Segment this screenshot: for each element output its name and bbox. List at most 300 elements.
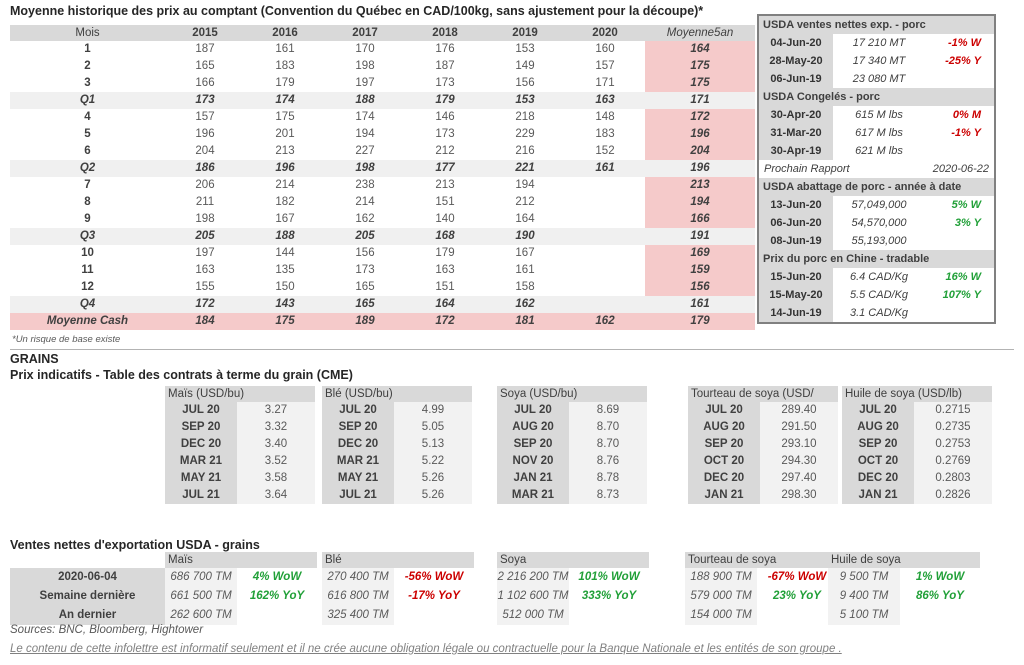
contract-month: OCT 20 [842, 453, 914, 470]
next-report-date: 2020-06-22 [932, 163, 989, 175]
price-table-header-row [10, 25, 755, 41]
price-cell: 173 [435, 128, 455, 140]
price-cell: 173 [355, 264, 375, 276]
export-volume: 616 800 TM [322, 587, 394, 606]
sidebar-next-report-row [759, 160, 994, 178]
sidebar-section-header: USDA ventes nettes exp. - porc [759, 16, 994, 34]
export-percent-change [237, 606, 317, 625]
column-header-2018: 2018 [432, 27, 458, 39]
export-percent-change: 4% WoW [252, 571, 302, 583]
price-row-5 [10, 126, 755, 143]
contract-price: 289.40 [760, 402, 838, 419]
export-volume: 262 600 TM [165, 606, 237, 625]
price-cell: 189 [355, 315, 375, 327]
futures-row [688, 436, 838, 453]
price-cell: 171 [595, 77, 615, 89]
sidebar-data-row [759, 232, 994, 250]
sidebar-percent-change: -1% Y [951, 127, 981, 139]
futures-row [842, 453, 992, 470]
export-row-label: An dernier [10, 606, 165, 625]
sidebar-date: 30-Apr-20 [759, 106, 833, 124]
price-cell: 186 [195, 162, 215, 174]
futures-row [688, 453, 838, 470]
base-risk-footnote: *Un risque de base existe [12, 334, 121, 345]
price-cell: 204 [195, 145, 215, 157]
futures-table-5 [842, 386, 992, 504]
contract-month: DEC 20 [688, 470, 760, 487]
price-cell: 182 [275, 196, 295, 208]
export-percent-change [394, 606, 474, 625]
sidebar-value: 17 340 MT [852, 55, 906, 67]
futures-row [842, 470, 992, 487]
price-cell: 174 [275, 94, 295, 106]
price-cell: 173 [435, 77, 455, 89]
price-cell: 153 [515, 43, 535, 55]
price-cell: 172 [435, 315, 455, 327]
price-cell-moyenne5an: 171 [690, 94, 710, 106]
price-cell: 176 [435, 43, 455, 55]
price-cell-moyenne5an: 213 [645, 177, 755, 194]
price-cell-moyenne5an: 196 [645, 126, 755, 143]
price-cell: 179 [275, 77, 295, 89]
price-cell: 212 [435, 145, 455, 157]
price-cell: 162 [355, 213, 375, 225]
contract-month: SEP 20 [497, 436, 569, 453]
sidebar-date: 04-Jun-20 [759, 34, 833, 52]
price-cell: 211 [195, 196, 215, 208]
price-row-label: 10 [81, 247, 94, 259]
column-header-mois: Mois [75, 27, 100, 39]
sidebar-section-header: Prix du porc en Chine - tradable [759, 250, 994, 268]
sidebar-date: 15-Jun-20 [759, 268, 833, 286]
price-cell: 238 [355, 179, 375, 191]
export-table-2 [322, 552, 474, 625]
contract-price: 5.05 [394, 419, 472, 436]
column-header-2020: 2020 [592, 27, 618, 39]
price-cell: 155 [195, 281, 215, 293]
futures-row [322, 419, 472, 436]
export-sales-title: Ventes nettes d'exportation USDA - grains [10, 538, 260, 552]
price-cell: 196 [275, 162, 295, 174]
price-row-label: 8 [84, 196, 91, 208]
price-cell: 196 [195, 128, 215, 140]
price-cell: 162 [515, 298, 535, 310]
contract-month: MAY 21 [165, 470, 237, 487]
price-cell: 161 [275, 43, 295, 55]
contract-price: 3.52 [237, 453, 315, 470]
price-cell [565, 228, 645, 245]
contract-month: OCT 20 [688, 453, 760, 470]
price-cell: 201 [275, 128, 295, 140]
export-commodity-header: Tourteau de soya [685, 552, 837, 568]
futures-row [497, 436, 647, 453]
futures-row [165, 453, 315, 470]
export-volume: 579 000 TM [685, 587, 757, 606]
price-row-label: Q1 [79, 94, 96, 106]
price-cell: 188 [355, 94, 375, 106]
futures-row [688, 419, 838, 436]
sidebar-percent-change [925, 304, 994, 322]
price-cell: 183 [595, 128, 615, 140]
grains-subtitle: Prix indicatifs - Table des contrats à terme du grain (CME) [10, 368, 353, 382]
contract-price: 0.2753 [914, 436, 992, 453]
sidebar-value: 621 M lbs [855, 145, 903, 157]
sidebar-data-row [759, 124, 994, 142]
price-cell: 190 [515, 230, 535, 242]
futures-row [688, 487, 838, 504]
price-cell [565, 262, 645, 279]
price-cell [565, 177, 645, 194]
export-percent-change: 23% YoY [773, 590, 821, 602]
contract-month: DEC 20 [842, 470, 914, 487]
sidebar-date: 06-Jun-19 [759, 70, 833, 88]
usda-sidebar-panel [757, 14, 996, 324]
sidebar-data-row [759, 106, 994, 124]
price-cell: 187 [435, 60, 455, 72]
price-cell: 152 [595, 145, 615, 157]
export-volume: 270 400 TM [322, 568, 394, 587]
sidebar-data-row [759, 142, 994, 160]
price-row-label: 6 [84, 145, 91, 157]
price-cell: 146 [435, 111, 455, 123]
contract-price: 291.50 [760, 419, 838, 436]
disclaimer-line: Le contenu de cette infolettre est informatif seulement et il ne crée aucune obligation légale ou contractuelle pour la Banque Nationale et les entités de son groupe . [10, 643, 842, 655]
price-row-label: 2 [84, 60, 91, 72]
price-cell: 144 [275, 247, 295, 259]
price-cell: 165 [355, 281, 375, 293]
price-row-1 [10, 41, 755, 58]
export-percent-change [757, 606, 837, 625]
price-cell: 174 [355, 111, 375, 123]
price-history-table [10, 25, 755, 330]
futures-row [842, 402, 992, 419]
contract-month: MAR 21 [322, 453, 394, 470]
price-cell: 179 [435, 247, 455, 259]
futures-table-header: Maïs (USD/bu) [165, 386, 315, 402]
futures-row [497, 470, 647, 487]
export-volume: 512 000 TM [497, 606, 569, 625]
price-row-6 [10, 143, 755, 160]
grains-section-title: GRAINS [10, 352, 59, 366]
export-volume: 1 102 600 TM [497, 587, 569, 606]
export-commodity-header: Huile de soya [828, 552, 980, 568]
contract-price: 294.30 [760, 453, 838, 470]
export-percent-change: 86% YoY [916, 590, 964, 602]
price-row-2 [10, 58, 755, 75]
sidebar-percent-change [925, 70, 994, 88]
futures-row [165, 436, 315, 453]
contract-price: 5.26 [394, 487, 472, 504]
price-cell: 164 [515, 213, 535, 225]
price-row-9 [10, 211, 755, 228]
page-title: Moyenne historique des prix au comptant (Convention du Québec en CAD/100kg, sans ajustement pour la découpe)* [10, 4, 704, 18]
export-row [685, 568, 837, 587]
export-row [497, 568, 649, 587]
price-cell-moyenne5an: 179 [690, 315, 710, 327]
contract-month: JAN 21 [842, 487, 914, 504]
futures-row [688, 470, 838, 487]
price-cell: 206 [195, 179, 215, 191]
contract-price: 8.70 [569, 436, 647, 453]
export-row [828, 606, 980, 625]
section-divider [10, 349, 1014, 350]
contract-month: JAN 21 [497, 470, 569, 487]
price-cell: 197 [195, 247, 215, 259]
futures-row [165, 470, 315, 487]
futures-row [842, 419, 992, 436]
price-cell: 184 [195, 315, 215, 327]
contract-month: MAR 21 [497, 487, 569, 504]
contract-price: 8.76 [569, 453, 647, 470]
price-cell: 160 [595, 43, 615, 55]
contract-price: 5.22 [394, 453, 472, 470]
price-row-3 [10, 75, 755, 92]
price-cell: 198 [355, 162, 375, 174]
export-commodity-header: Blé [322, 552, 474, 568]
price-row-label: Q4 [79, 298, 96, 310]
sidebar-date: 06-Jun-20 [759, 214, 833, 232]
sidebar-value: 17 210 MT [852, 37, 906, 49]
price-row-label: 1 [84, 43, 91, 55]
price-cell: 179 [435, 94, 455, 106]
price-cell: 150 [275, 281, 295, 293]
price-cell: 194 [515, 179, 535, 191]
price-cell-moyenne5an: 194 [645, 194, 755, 211]
export-row [322, 606, 474, 625]
sidebar-percent-change: 16% W [945, 271, 981, 283]
futures-row [165, 419, 315, 436]
export-row [828, 587, 980, 606]
contract-month: JUL 21 [322, 487, 394, 504]
contract-month: AUG 20 [842, 419, 914, 436]
column-header-2017: 2017 [352, 27, 378, 39]
price-cell: 153 [515, 94, 535, 106]
price-row-label: Q2 [79, 162, 96, 174]
contract-price: 0.2826 [914, 487, 992, 504]
price-cell [565, 211, 645, 228]
price-row-label: Moyenne Cash [46, 315, 129, 327]
contract-price: 3.27 [237, 402, 315, 419]
contract-month: MAR 21 [165, 453, 237, 470]
price-cell: 198 [355, 60, 375, 72]
contract-price: 8.70 [569, 419, 647, 436]
column-header-2015: 2015 [192, 27, 218, 39]
price-cell-moyenne5an: 175 [645, 75, 755, 92]
contract-price: 8.78 [569, 470, 647, 487]
price-row-label: 4 [84, 111, 91, 123]
price-cell-moyenne5an: 156 [645, 279, 755, 296]
sidebar-value: 57,049,000 [851, 199, 907, 211]
futures-table-2 [322, 386, 472, 504]
futures-row [322, 436, 472, 453]
contract-month: DEC 20 [322, 436, 394, 453]
contract-price: 3.32 [237, 419, 315, 436]
price-cell: 158 [515, 281, 535, 293]
contract-price: 0.2769 [914, 453, 992, 470]
futures-table-header: Tourteau de soya (USD/ [688, 386, 838, 402]
price-cell-moyenne5an: 172 [645, 109, 755, 126]
price-cell: 205 [355, 230, 375, 242]
contract-month: JUL 20 [497, 402, 569, 419]
export-row [497, 587, 649, 606]
price-cell-moyenne5an: 159 [645, 262, 755, 279]
contract-month: SEP 20 [842, 436, 914, 453]
price-cell-moyenne5an: 196 [690, 162, 710, 174]
contract-month: NOV 20 [497, 453, 569, 470]
sidebar-value: 54,570,000 [851, 217, 907, 229]
price-cell: 214 [355, 196, 375, 208]
export-percent-change [900, 606, 980, 625]
sidebar-value: 615 M lbs [855, 109, 903, 121]
export-table-4 [685, 552, 837, 625]
price-cell: 166 [195, 77, 215, 89]
export-percent-change [569, 606, 649, 625]
export-row [165, 568, 317, 587]
sidebar-value: 55,193,000 [851, 235, 907, 247]
price-row-q2 [10, 160, 755, 177]
sidebar-date: 31-Mar-20 [759, 124, 833, 142]
price-cell: 214 [275, 179, 295, 191]
contract-month: JUL 21 [165, 487, 237, 504]
price-cell: 157 [195, 111, 215, 123]
futures-row [842, 436, 992, 453]
price-row-label: 9 [84, 213, 91, 225]
contract-month: MAY 21 [322, 470, 394, 487]
contract-price: 293.10 [760, 436, 838, 453]
price-cell: 161 [515, 264, 535, 276]
sidebar-value: 23 080 MT [852, 73, 906, 85]
price-cell: 187 [195, 43, 215, 55]
export-volume: 661 500 TM [165, 587, 237, 606]
sidebar-value: 3.1 CAD/Kg [849, 307, 909, 319]
export-row [497, 606, 649, 625]
contract-price: 0.2735 [914, 419, 992, 436]
export-table-5 [828, 552, 980, 625]
futures-row [497, 419, 647, 436]
contract-price: 5.26 [394, 470, 472, 487]
contract-price: 8.69 [569, 402, 647, 419]
price-cell: 221 [515, 162, 535, 174]
price-cell [565, 279, 645, 296]
futures-row [497, 453, 647, 470]
price-cell: 218 [515, 111, 535, 123]
export-volume: 686 700 TM [165, 568, 237, 587]
price-cell: 167 [515, 247, 535, 259]
sidebar-percent-change: -1% W [948, 37, 981, 49]
futures-table-header: Huile de soya (USD/lb) [842, 386, 992, 402]
export-row-label: Semaine dernière [10, 587, 165, 606]
export-percent-change: -67% WoW [767, 571, 827, 583]
price-cell [565, 194, 645, 211]
price-cell: 165 [195, 60, 215, 72]
export-volume: 5 100 TM [828, 606, 900, 625]
sidebar-data-row [759, 286, 994, 304]
price-cell: 168 [435, 230, 455, 242]
price-row-q1 [10, 92, 755, 109]
price-cell: 163 [195, 264, 215, 276]
sidebar-date: 14-Jun-19 [759, 304, 833, 322]
price-row-4 [10, 109, 755, 126]
sidebar-date: 30-Apr-19 [759, 142, 833, 160]
price-row-label: 12 [81, 281, 94, 293]
price-cell-moyenne5an: 161 [690, 298, 710, 310]
price-cell: 167 [275, 213, 295, 225]
contract-month: JUL 20 [322, 402, 394, 419]
price-row-12 [10, 279, 755, 296]
sidebar-data-row [759, 34, 994, 52]
export-volume: 9 500 TM [828, 568, 900, 587]
export-row [165, 587, 317, 606]
sources-line: Sources: BNC, Bloomberg, Hightower [10, 624, 204, 636]
contract-month: JUL 20 [165, 402, 237, 419]
price-row-8 [10, 194, 755, 211]
price-cell: 198 [195, 213, 215, 225]
price-cell-moyenne5an: 191 [690, 230, 710, 242]
export-volume: 2 216 200 TM [497, 568, 569, 587]
futures-row [688, 402, 838, 419]
futures-row [165, 402, 315, 419]
price-cell [565, 245, 645, 262]
export-percent-change: -17% YoY [408, 590, 460, 602]
export-row [322, 568, 474, 587]
export-volume: 325 400 TM [322, 606, 394, 625]
column-header-2016: 2016 [272, 27, 298, 39]
price-cell: 175 [275, 315, 295, 327]
contract-price: 298.30 [760, 487, 838, 504]
price-cell: 157 [595, 60, 615, 72]
price-row-label: 11 [81, 264, 94, 276]
price-row-11 [10, 262, 755, 279]
price-cell: 175 [275, 111, 295, 123]
export-commodity-header: Maïs [165, 552, 317, 568]
futures-table-header: Blé (USD/bu) [322, 386, 472, 402]
price-cell: 181 [515, 315, 535, 327]
futures-row [842, 487, 992, 504]
contract-month: AUG 20 [497, 419, 569, 436]
price-cell: 212 [515, 196, 535, 208]
price-cell: 213 [435, 179, 455, 191]
price-cell: 163 [595, 94, 615, 106]
price-cell: 197 [355, 77, 375, 89]
price-cell: 164 [435, 298, 455, 310]
sidebar-date: 13-Jun-20 [759, 196, 833, 214]
export-volume: 9 400 TM [828, 587, 900, 606]
price-cell: 216 [515, 145, 535, 157]
sidebar-percent-change [925, 232, 994, 250]
export-row [685, 587, 837, 606]
export-row [165, 606, 317, 625]
sidebar-date: 28-May-20 [759, 52, 833, 70]
export-table-1 [165, 552, 317, 625]
export-table-3 [497, 552, 649, 625]
price-cell: 148 [595, 111, 615, 123]
contract-price: 5.13 [394, 436, 472, 453]
price-cell: 161 [595, 162, 615, 174]
price-cell: 177 [435, 162, 455, 174]
price-cell: 205 [195, 230, 215, 242]
sidebar-percent-change: 3% Y [954, 217, 981, 229]
contract-month: SEP 20 [688, 436, 760, 453]
next-report-label: Prochain Rapport [764, 163, 850, 175]
contract-price: 8.73 [569, 487, 647, 504]
price-cell: 227 [355, 145, 375, 157]
futures-row [322, 470, 472, 487]
sidebar-data-row [759, 52, 994, 70]
sidebar-date: 15-May-20 [759, 286, 833, 304]
contract-month: SEP 20 [165, 419, 237, 436]
export-percent-change: -56% WoW [404, 571, 464, 583]
export-row [685, 606, 837, 625]
